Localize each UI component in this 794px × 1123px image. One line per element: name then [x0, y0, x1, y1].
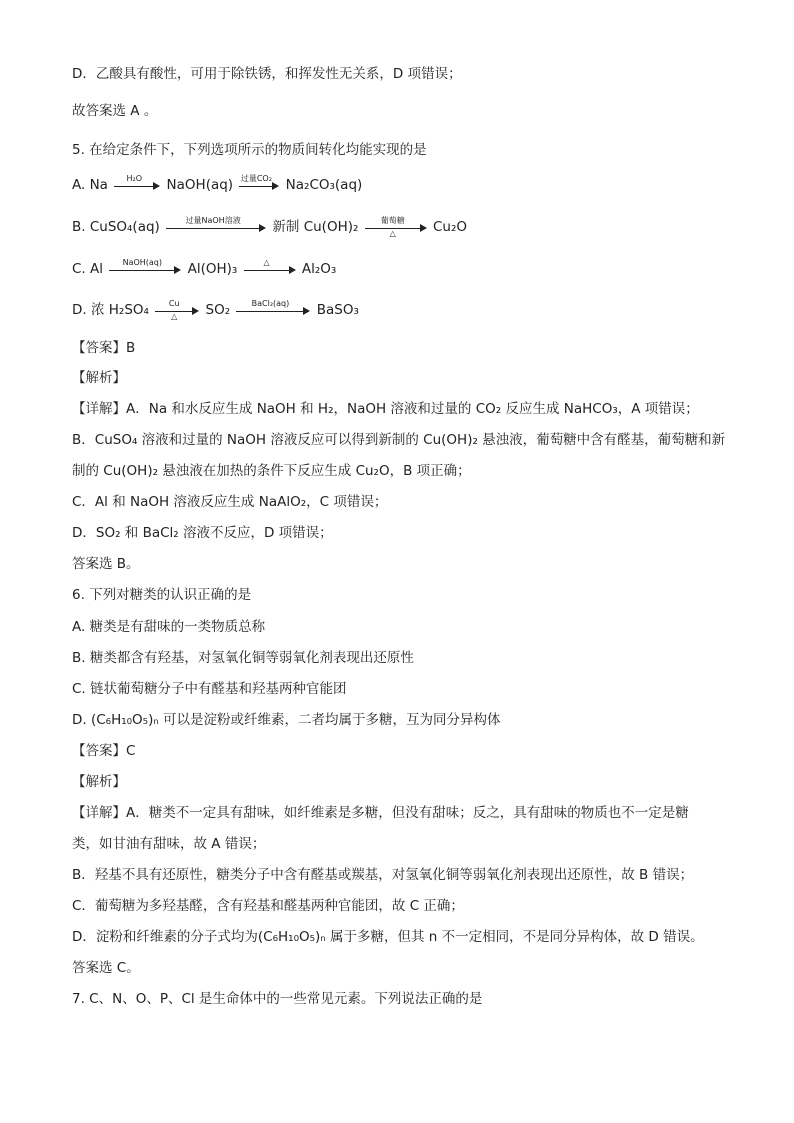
- q5-detail-a: 【详解】A．Na 和水反应生成 NaOH 和 H₂，NaOH 溶液和过量的 CO₂ 反应生成 NaHCO₃，A 项错误；: [72, 401, 699, 417]
- q7-stem: 7. C、N、O、P、Cl 是生命体中的一些常见元素。下列说法正确的是: [72, 991, 483, 1007]
- q6-detail-c: C．葡萄糖为多羟基醛，含有羟基和醛基两种官能团，故 C 正确；: [72, 898, 464, 914]
- q6-detail-d: D．淀粉和纤维素的分子式均为(C₆H₁₀O₅)ₙ 属于多糖，但其 n 不一定相同，不是同分异构体，故 D 错误。: [72, 929, 704, 945]
- q6-final-answer: 答案选 C。: [72, 960, 140, 976]
- reaction-arrow-icon: [114, 175, 160, 195]
- q5-d-label: D. 浓 H₂SO₄: [72, 302, 149, 318]
- q5-c-intermediate: Al(OH)₃: [187, 261, 238, 277]
- reaction-arrow-icon: [239, 175, 279, 195]
- q5-detail-b-line2: 制的 Cu(OH)₂ 悬浊液在加热的条件下反应生成 Cu₂O，B 项正确；: [72, 463, 471, 479]
- q5-c-arrow2-condition: △: [263, 258, 270, 267]
- q5-option-c: [72, 259, 336, 279]
- q5-c-product: Al₂O₃: [301, 261, 337, 277]
- q5-b-label: B. CuSO₄(aq): [72, 219, 160, 235]
- q5-d-product: BaSO₃: [316, 302, 359, 318]
- q5-d-arrow2-condition: BaCl₂(aq): [251, 299, 290, 308]
- q5-a-arrow2-condition: 过量CO₂: [240, 174, 272, 183]
- q4-final-answer: 故答案选 A 。: [72, 103, 158, 119]
- q5-stem: 5. 在给定条件下，下列选项所示的物质间转化均能实现的是: [72, 142, 427, 158]
- q5-option-d: [72, 300, 359, 320]
- q5-b-intermediate: 新制 Cu(OH)₂: [272, 219, 359, 235]
- q5-b-product: Cu₂O: [433, 219, 468, 235]
- q4-option-d-explanation: D．乙酸具有酸性，可用于除铁锈，和挥发性无关系，D 项错误；: [72, 66, 462, 82]
- q5-c-arrow1-condition: NaOH(aq): [122, 258, 162, 267]
- q6-detail-b: B．羟基不具有还原性，糖类分子中含有醛基或羰基，对氢氧化铜等弱氧化剂表现出还原性，故 B 错误；: [72, 867, 694, 883]
- q5-a-intermediate: NaOH(aq): [166, 177, 234, 193]
- reaction-arrow-icon: [155, 300, 199, 320]
- reaction-arrow-icon: [365, 217, 427, 237]
- q5-detail-d: D．SO₂ 和 BaCl₂ 溶液不反应，D 项错误；: [72, 525, 333, 541]
- q5-b-heat-symbol: △: [389, 229, 396, 238]
- q5-answer: 【答案】B: [72, 340, 136, 356]
- q5-analysis-title: 【解析】: [72, 370, 126, 386]
- q6-option-d: D. (C₆H₁₀O₅)ₙ 可以是淀粉或纤维素，二者均属于多糖，互为同分异构体: [72, 712, 501, 728]
- reaction-arrow-icon: [166, 217, 266, 237]
- q5-d-heat-symbol: △: [171, 312, 178, 321]
- reaction-arrow-icon: [236, 300, 310, 320]
- q5-detail-b-line1: B．CuSO₄ 溶液和过量的 NaOH 溶液反应可以得到新制的 Cu(OH)₂ 悬浊液，葡萄糖中含有醛基，葡萄糖和新: [72, 432, 726, 448]
- q5-c-label: C. Al: [72, 261, 103, 277]
- q5-option-a: [72, 175, 362, 195]
- q5-b-arrow1-condition: 过量NaOH溶液: [185, 216, 241, 225]
- q6-option-c: C. 链状葡萄糖分子中有醛基和羟基两种官能团: [72, 681, 347, 697]
- q5-a-arrow1-condition: H₂O: [126, 174, 143, 183]
- q5-d-arrow1-condition: Cu: [168, 299, 180, 308]
- q5-detail-c: C．Al 和 NaOH 溶液反应生成 NaAlO₂，C 项错误；: [72, 494, 388, 510]
- q6-answer: 【答案】C: [72, 743, 136, 759]
- q6-option-b: B. 糖类都含有羟基，对氢氧化铜等弱氧化剂表现出还原性: [72, 650, 414, 666]
- q5-a-label: A. Na: [72, 177, 108, 193]
- q5-final-answer: 答案选 B。: [72, 556, 140, 572]
- q6-option-a: A. 糖类是有甜味的一类物质总称: [72, 619, 266, 635]
- reaction-arrow-icon: [244, 259, 296, 279]
- q5-b-arrow2-condition: 葡萄糖: [380, 216, 405, 225]
- q5-a-product: Na₂CO₃(aq): [285, 177, 363, 193]
- q6-detail-a-line1: 【详解】A．糖类不一定具有甜味，如纤维素是多糖，但没有甜味；反之，具有甜味的物质也不一定是糖: [72, 805, 689, 821]
- q5-option-b: [72, 217, 467, 237]
- q6-detail-a-line2: 类，如甘油有甜味，故 A 错误；: [72, 836, 266, 852]
- q6-analysis-title: 【解析】: [72, 774, 126, 790]
- q6-stem: 6. 下列对糖类的认识正确的是: [72, 587, 252, 603]
- reaction-arrow-icon: [109, 259, 181, 279]
- q5-d-intermediate: SO₂: [205, 302, 231, 318]
